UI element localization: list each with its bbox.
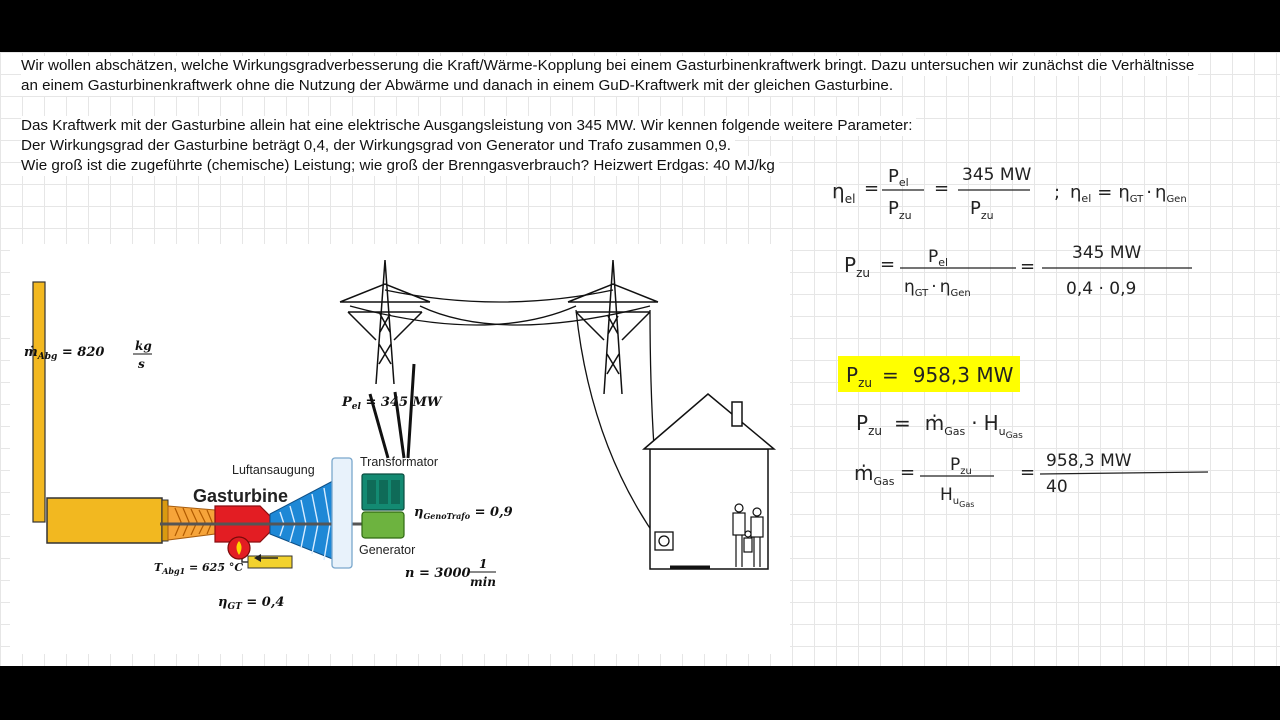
- separator: ;: [1054, 182, 1061, 203]
- mass-flow-unit-den: s: [138, 357, 145, 371]
- task-line-2: Der Wirkungsgrad der Gasturbine beträgt 0,4, der Wirkungsgrad von Generator und Trafo zusammen 0,9.: [21, 136, 735, 156]
- eq-1: =: [864, 178, 880, 199]
- pylon-1: [340, 260, 430, 384]
- eq-3: =: [880, 254, 896, 275]
- task-line-3: Wie groß ist die zugeführte (chemische) Leistung; wie groß der Brenngasverbrauch? Heizwert Erdgas: 40 MJ/kg: [21, 156, 779, 176]
- handwritten-calculation: [820, 152, 1260, 452]
- duct-flange: [162, 500, 168, 541]
- diagram-svg: [10, 244, 790, 654]
- 958-3-num: 958,3 MW: [1046, 451, 1132, 471]
- eta-geno-label: $\eta_{GenoTrafo} = 0,9$: [414, 505, 513, 521]
- speed-unit-den: min: [470, 575, 496, 589]
- hu-gas-den: $H_uGas$: [940, 485, 975, 509]
- p-zu-den-2: $P_{zu}$: [970, 198, 994, 222]
- eq-2: =: [934, 178, 950, 199]
- exhaust-duct: [47, 498, 162, 543]
- luftansaugung-label: Luftansaugung: [232, 463, 315, 477]
- task-line-1: Das Kraftwerk mit der Gasturbine allein hat eine elektrische Ausgangsleistung von 345 MW. Wir kennen folgende weitere Parameter:: [21, 116, 916, 136]
- 40-den: 40: [1046, 477, 1068, 497]
- speed-label: n = 3000: [405, 566, 471, 581]
- p-el-label: $P_{el} = 345$ MW: [342, 395, 442, 412]
- m-gas-lhs: ṁ$_{Gas}$: [854, 461, 895, 488]
- p-zu-num: $P_{zu}$: [950, 455, 972, 477]
- intro-line-2: an einem Gasturbinenkraftwerk ohne die Nutzung der Abwärme und danach in einem GuD-Kraftwerk mit der gleichen Gasturbine.: [21, 76, 897, 96]
- gasturbine-label: Gasturbine: [193, 486, 289, 506]
- eta-el-rhs: $\eta_{el} = \eta_{GT} \cdot \eta_{Gen}$: [1070, 182, 1187, 205]
- 345-mw-num-2: 345 MW: [1072, 243, 1142, 263]
- speed-unit-num: 1: [479, 557, 488, 571]
- eta-el-lhs: $\eta_{el}$: [832, 179, 856, 206]
- power-plant-diagram: [10, 244, 790, 654]
- eq-5: =: [900, 462, 916, 483]
- transformator-label: Transformator: [360, 455, 439, 469]
- generator-block: [362, 512, 404, 538]
- house: [644, 394, 774, 569]
- result-line: $P_{zu} = 958,3$ MW: [846, 363, 1014, 390]
- generator-label: Generator: [359, 543, 416, 557]
- p-el-num-2: $P_{el}$: [928, 247, 949, 269]
- transformer-coils: [367, 480, 400, 504]
- mass-flow-label: ṁ$_{Abg}$ = 820: [24, 345, 105, 362]
- eta-product-den: $\eta_{GT} \cdot \eta_{Gen}$: [904, 277, 971, 299]
- pylon-2: [568, 260, 658, 394]
- p-zu-den: $P_{zu}$: [888, 198, 912, 222]
- frac-bar-6: [1040, 472, 1208, 474]
- p-zu-lhs: $P_{zu}$: [844, 253, 870, 280]
- 345-mw-num: 345 MW: [962, 165, 1032, 185]
- p-el-num: $P_{el}$: [888, 166, 909, 189]
- socket-icon: [655, 532, 673, 550]
- t-abg-label: $T_{Abg1} = 625$ °C: [154, 561, 244, 576]
- eq-6: =: [1020, 462, 1036, 483]
- air-intake: [332, 458, 352, 568]
- 0-4-times-0-9: 0,4 · 0,9: [1066, 279, 1137, 299]
- eta-gt-label: $\eta_{GT} = 0,4$: [218, 595, 285, 612]
- intro-line-1: Wir wollen abschätzen, welche Wirkungsgradverbesserung die Kraft/Wärme-Kopplung bei einem Gasturbinenkraftwerk bringt. Dazu untersuchen wir zunächst die Verhältnisse: [21, 56, 1198, 76]
- mass-flow-unit-num: kg: [135, 339, 152, 353]
- eq-4: =: [1020, 256, 1036, 277]
- p-zu-mass-heat: $P_{zu}$ = ṁ$_{Gas}$ · $H_uGas$: [856, 411, 1023, 441]
- worksheet-page: [0, 52, 1280, 666]
- gas-consumption-calc: [840, 450, 1240, 510]
- chimney: [33, 282, 45, 522]
